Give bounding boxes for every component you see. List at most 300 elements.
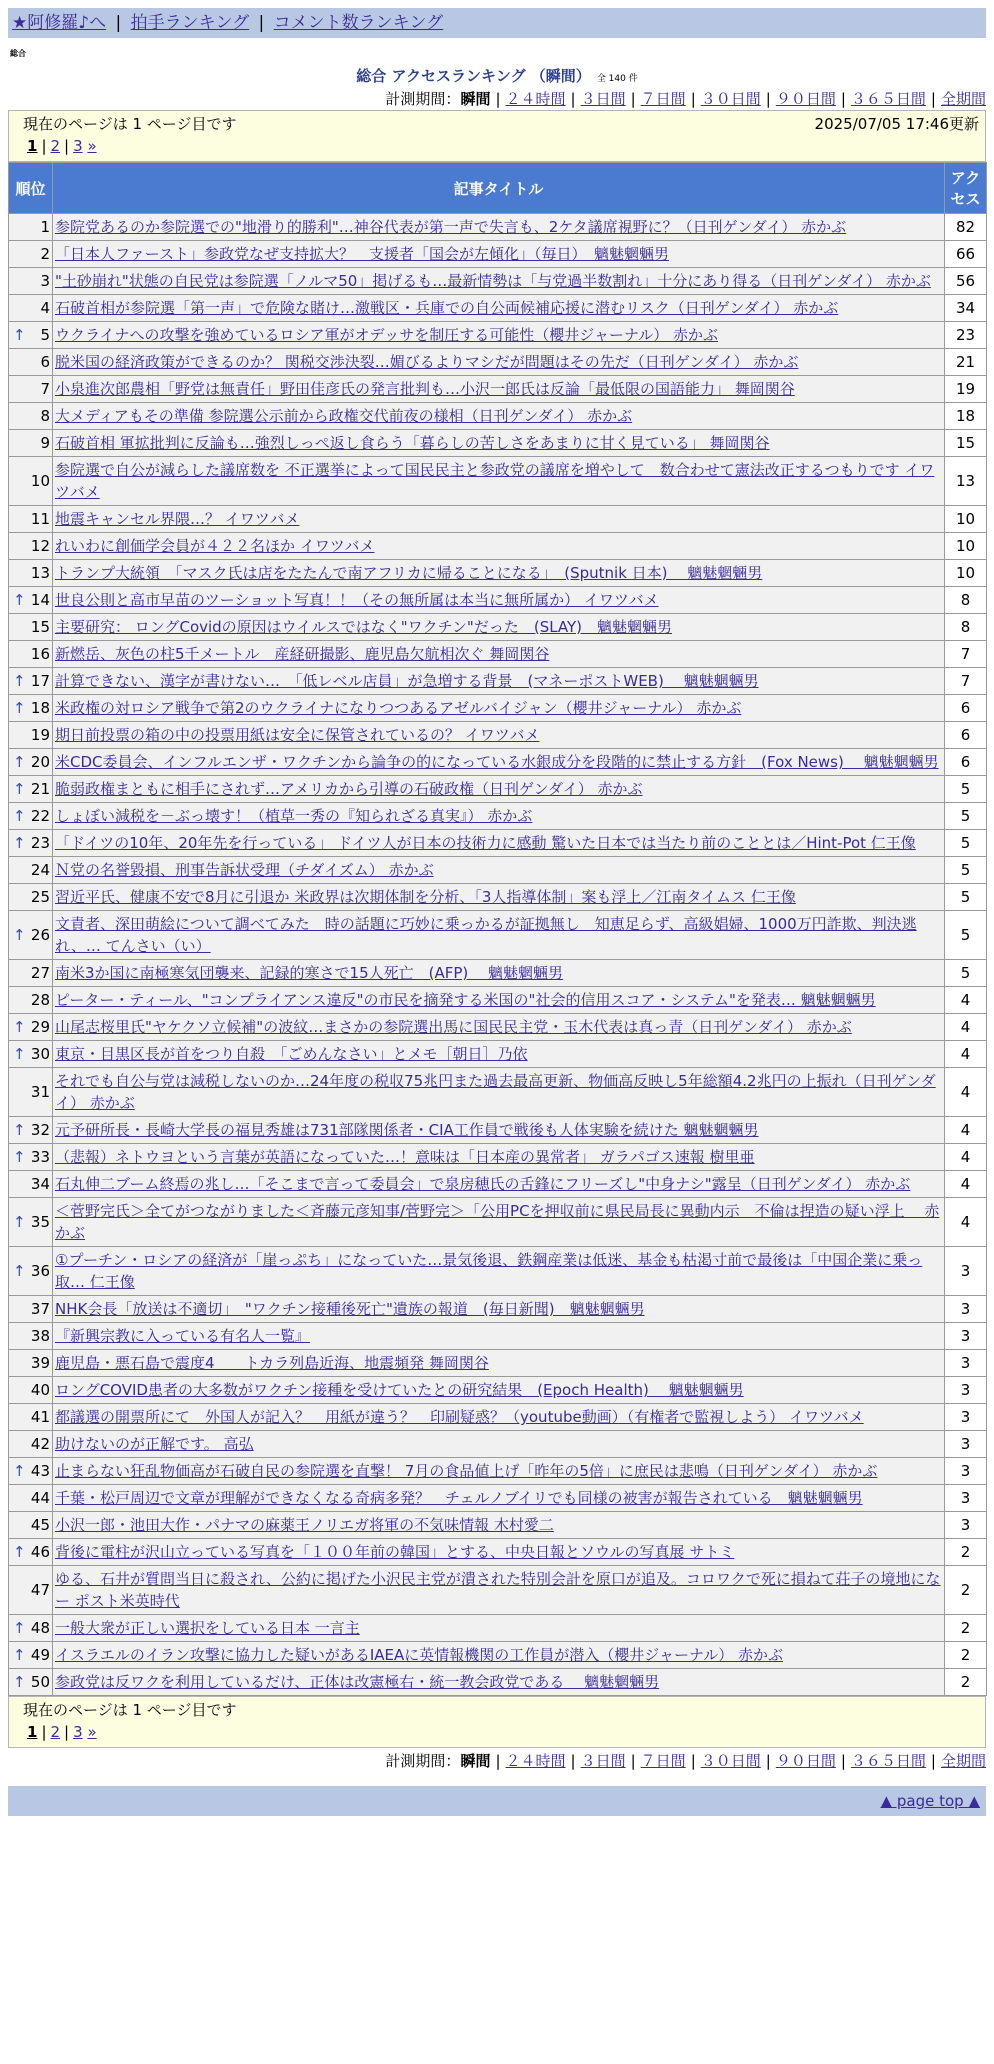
- updated-timestamp: 2025/07/05 17:46更新: [814, 115, 979, 133]
- article-title-link[interactable]: 大メディアもその準備 参院選公示前から政権交代前夜の様相（日刊ゲンダイ） 赤かぶ: [55, 407, 633, 425]
- access-count: 8: [945, 587, 987, 614]
- article-title-link[interactable]: 計算できない、漢字が書けない… 「低レベル店員」が急増する背景 (マネーポストWEB) 魑魅魍魎男: [55, 672, 759, 690]
- table-row: [9, 1431, 987, 1458]
- article-title-link[interactable]: 山尾志桜里氏"ヤケクソ立候補"の波紋…まさかの参院選出馬に国民民主党・玉木代表は真っ青（日刊ゲンダイ） 赤かぶ: [55, 1018, 852, 1036]
- rank-cell: [9, 295, 53, 322]
- period-option-link[interactable]: ９０日間: [775, 90, 836, 108]
- access-count: 66: [945, 241, 987, 268]
- title-cell: [53, 1171, 945, 1198]
- access-count: 2: [945, 1669, 987, 1696]
- period-option-link[interactable]: ３日間: [580, 90, 626, 108]
- access-count: 5: [945, 803, 987, 830]
- article-title-link[interactable]: Ｎ党の名誉毀損、刑事告訴状受理（チダイズム） 赤かぶ: [55, 861, 434, 879]
- rank-number: 2: [40, 245, 50, 263]
- period-option-link[interactable]: 全期間: [940, 90, 986, 108]
- rank-up-arrow-icon: ↑: [13, 699, 26, 717]
- title-cell: [53, 1377, 945, 1404]
- title-cell: [53, 857, 945, 884]
- rank-up-arrow-icon: ↑: [13, 1646, 26, 1664]
- access-count: 23: [945, 322, 987, 349]
- period-separator: |: [840, 90, 846, 108]
- period-selector-top: [8, 88, 986, 110]
- rank-number: 35: [30, 1213, 50, 1231]
- period-separator: |: [930, 90, 936, 108]
- rank-number: 38: [30, 1327, 50, 1345]
- title-cell: [53, 960, 945, 987]
- rank-up-arrow-icon: ↑: [13, 780, 26, 798]
- rank-cell: [9, 1431, 53, 1458]
- header-access: アクセス: [945, 163, 987, 214]
- rank-up-arrow-icon: ↑: [13, 753, 26, 771]
- rank-number: 4: [40, 299, 50, 317]
- rank-cell: [9, 1144, 53, 1171]
- title-cell: [53, 1404, 945, 1431]
- table-row: [9, 376, 987, 403]
- rank-cell: [9, 376, 53, 403]
- title-cell: [53, 668, 945, 695]
- pager-separator: |: [64, 137, 70, 155]
- rank-number: 43: [30, 1462, 50, 1480]
- page-link[interactable]: 3: [73, 137, 83, 155]
- rank-number: 34: [30, 1175, 50, 1193]
- rank-number: 3: [40, 272, 50, 290]
- period-separator: |: [630, 90, 636, 108]
- table-row: [9, 403, 987, 430]
- article-title-link[interactable]: 東京・目黒区長が首をつり自殺 「ごめんなさい」とメモ［朝日］乃依: [55, 1045, 528, 1063]
- article-title-link[interactable]: 石破首相が参院選「第一声」で危険な賭け…激戦区・兵庫での自公両候補応援に潜むリスク（日刊ゲンダイ） 赤かぶ: [55, 299, 839, 317]
- current-page-text: 現在のページは 1 ページ目です: [23, 1701, 237, 1719]
- rank-cell: [9, 749, 53, 776]
- rank-up-arrow-icon: ↑: [13, 591, 26, 609]
- article-title-link[interactable]: 「日本人ファースト」参政党なぜ支持拡大？ 支援者「国会が左傾化」（毎日） 魑魅魍魎男: [55, 245, 669, 263]
- article-title-link[interactable]: 『新興宗教に入っている有名人一覧』: [55, 1327, 311, 1345]
- home-link[interactable]: ★阿修羅♪へ: [12, 13, 107, 33]
- article-title-link[interactable]: 新燃岳、灰色の柱5千メートル 産経研撮影、鹿児島欠航相次ぐ 舞岡関谷: [55, 645, 550, 663]
- table-row: [9, 614, 987, 641]
- title-cell: [53, 1539, 945, 1566]
- period-separator: |: [840, 1752, 846, 1770]
- title-cell: [53, 749, 945, 776]
- access-count: 5: [945, 857, 987, 884]
- article-title-link[interactable]: 参政党は反ワクを利用しているだけ、正体は改憲極右・統一教会政党である 魑魅魍魎男: [55, 1673, 660, 1691]
- rank-cell: [9, 884, 53, 911]
- title-cell: [53, 506, 945, 533]
- period-separator: |: [495, 90, 501, 108]
- rank-number: 14: [30, 591, 50, 609]
- access-count: 2: [945, 1566, 987, 1615]
- article-title-link[interactable]: NHK会長「放送は不適切」 "ワクチン接種後死亡"遺族の報道 (毎日新聞) 魑魅魍魎男: [55, 1300, 645, 1318]
- rank-cell: [9, 430, 53, 457]
- period-separator: |: [930, 1752, 936, 1770]
- article-title-link[interactable]: トランプ大統領 「マスク氏は店をたたんで南アフリカに帰ることになる」 (Sputnik 日本) 魑魅魍魎男: [55, 564, 763, 582]
- title-cell: [53, 295, 945, 322]
- article-title-link[interactable]: 地震キャンセル界隈…？ イワツバメ: [55, 510, 300, 528]
- table-row: [9, 1458, 987, 1485]
- article-title-link[interactable]: 背後に電柱が沢山立っている写真を「１００年前の韓国」とする、中央日報とソウルの写真展 サトミ: [55, 1543, 735, 1561]
- rank-number: 29: [30, 1018, 50, 1036]
- comment-ranking-link[interactable]: コメント数ランキング: [273, 13, 444, 33]
- title-cell: [53, 641, 945, 668]
- rank-number: 23: [30, 834, 50, 852]
- rank-number: 37: [30, 1300, 50, 1318]
- access-count: 4: [945, 1198, 987, 1247]
- rank-number: 27: [30, 964, 50, 982]
- next-page-link[interactable]: »: [87, 1723, 97, 1741]
- access-count: 34: [945, 295, 987, 322]
- title-cell: [53, 1669, 945, 1696]
- period-separator: |: [690, 1752, 696, 1770]
- title-cell: [53, 987, 945, 1014]
- access-count: 56: [945, 268, 987, 295]
- table-row: [9, 587, 987, 614]
- title-cell: [53, 1296, 945, 1323]
- rank-cell: [9, 1296, 53, 1323]
- rank-cell: [9, 911, 53, 960]
- access-count: 3: [945, 1512, 987, 1539]
- period-option-link[interactable]: ２４時間: [505, 90, 566, 108]
- table-row: [9, 430, 987, 457]
- rank-cell: [9, 722, 53, 749]
- rank-number: 13: [30, 564, 50, 582]
- rank-number: 9: [40, 434, 50, 452]
- pager-separator: |: [64, 1723, 70, 1741]
- access-count: 4: [945, 1144, 987, 1171]
- table-row: [9, 987, 987, 1014]
- ranking-table-body: [9, 214, 987, 1696]
- access-count: 82: [945, 214, 987, 241]
- article-title-link[interactable]: ゆる、石井が質問当日に殺され、公約に掲げた小沢民主党が潰された特別会計を原口が追及。コロワクで死に損ねて荘子の境地になー ポスト米英時代: [55, 1570, 941, 1610]
- access-count: 3: [945, 1247, 987, 1296]
- period-separator: |: [495, 1752, 501, 1770]
- article-title-link[interactable]: 参院党あるのか参院選での"地滑り的勝利"…神谷代表が第一声で失言も、2ケタ議席視野に？（日刊ゲンダイ） 赤かぶ: [55, 218, 847, 236]
- period-option-link[interactable]: ３６５日間: [850, 1752, 926, 1770]
- table-row: [9, 241, 987, 268]
- article-title-link[interactable]: 米政権の対ロシア戦争で第2のウクライナになりつつあるアゼルバイジャン（櫻井ジャーナル） 赤かぶ: [55, 699, 742, 717]
- article-title-link[interactable]: 参院選で自公が減らした議席数を 不正選挙によって国民民主と参政党の議席を増やして 数合わせて憲法改正するつもりです イワツバメ: [55, 461, 935, 501]
- rank-number: 46: [30, 1543, 50, 1561]
- article-title-link[interactable]: ①プーチン・ロシアの経済が「崖っぷち」になっていた…景気後退、鉄鋼産業は低迷、基金も枯渇寸前で最後は「中国企業に乗っ取… 仁王像: [55, 1251, 923, 1291]
- rank-number: 12: [30, 537, 50, 555]
- access-count: 8: [945, 614, 987, 641]
- ranking-title: 総合 アクセスランキング （瞬間）: [356, 67, 591, 85]
- pager-links: [27, 135, 979, 157]
- article-title-link[interactable]: 米CDC委員会、インフルエンザ・ワクチンから論争の的になっている水銀成分を段階的に禁止する方針 (Fox News) 魑魅魍魎男: [55, 753, 939, 771]
- rank-cell: [9, 403, 53, 430]
- title-cell: [53, 1350, 945, 1377]
- table-row: [9, 533, 987, 560]
- rank-cell: [9, 1404, 53, 1431]
- total-count: 全 140 件: [596, 74, 638, 84]
- period-separator: |: [765, 1752, 771, 1770]
- rank-cell: [9, 268, 53, 295]
- access-count: 6: [945, 749, 987, 776]
- rank-number: 41: [30, 1408, 50, 1426]
- article-title-link[interactable]: 小沢一郎・池田大作・パナマの麻薬王ノリエガ将軍の不気味情報 木村愛二: [55, 1516, 554, 1534]
- period-option-link[interactable]: ９０日間: [775, 1752, 836, 1770]
- title-cell: [53, 457, 945, 506]
- period-option-link[interactable]: ３０日間: [700, 1752, 761, 1770]
- rank-cell: [9, 457, 53, 506]
- rank-cell: [9, 1014, 53, 1041]
- page-link[interactable]: 3: [73, 1723, 83, 1741]
- access-count: 4: [945, 1041, 987, 1068]
- rank-number: 50: [30, 1673, 50, 1691]
- period-separator: |: [570, 90, 576, 108]
- table-row: [9, 1144, 987, 1171]
- access-count: 5: [945, 884, 987, 911]
- rank-cell: [9, 1350, 53, 1377]
- table-row: [9, 506, 987, 533]
- article-title-link[interactable]: それでも自公与党は減税しないのか…24年度の税収75兆円また過去最高更新、物価高反映し5年総額4.2兆円の上振れ（日刊ゲンダイ） 赤かぶ: [55, 1072, 936, 1112]
- rank-number: 26: [30, 926, 50, 944]
- period-option-link[interactable]: ２４時間: [505, 1752, 566, 1770]
- nav-separator: |: [115, 13, 122, 33]
- rank-number: 11: [30, 510, 50, 528]
- table-row: [9, 1404, 987, 1431]
- table-row: [9, 1117, 987, 1144]
- table-row: [9, 830, 987, 857]
- table-row: [9, 295, 987, 322]
- table-row: [9, 803, 987, 830]
- rank-number: 39: [30, 1354, 50, 1372]
- article-title-link[interactable]: ピーター・ティール、"コンプライアンス違反"の市民を摘発する米国の"社会的信用スコア・システム"を発表… 魑魅魍魎男: [55, 991, 876, 1009]
- article-title-link[interactable]: 都議選の開票所にて 外国人が記入？ 用紙が違う？ 印刷疑惑？（youtube動画）（有権者で監視しよう） イワツバメ: [55, 1408, 864, 1426]
- table-row: [9, 349, 987, 376]
- title-cell: [53, 1144, 945, 1171]
- table-header-row: [9, 163, 987, 214]
- rank-cell: [9, 560, 53, 587]
- table-row: [9, 268, 987, 295]
- title-cell: [53, 587, 945, 614]
- rank-cell: [9, 776, 53, 803]
- table-row: [9, 1014, 987, 1041]
- title-cell: [53, 1566, 945, 1615]
- pager-links: [27, 1721, 979, 1743]
- title-cell: [53, 1014, 945, 1041]
- pager-separator: |: [41, 1723, 47, 1741]
- article-title-link[interactable]: 元予研所長・長崎大学長の福見秀雄は731部隊関係者・CIA工作員で戦後も人体実験を続けた 魑魅魍魎男: [55, 1121, 759, 1139]
- applause-ranking-link[interactable]: 拍手ランキング: [130, 13, 250, 33]
- title-cell: [53, 376, 945, 403]
- article-title-link[interactable]: （悲報）ネトウヨという言葉が英語になっていた…！意味は「日本産の異常者」 ガラパゴス速報 樹里亜: [55, 1148, 755, 1166]
- page-top-link[interactable]: ▲ page top ▲: [880, 1792, 980, 1810]
- article-title-link[interactable]: 石丸伸二ブーム終焉の兆し…「そこまで言って委員会」で泉房穂氏の舌鋒にフリーズし"中身ナシ"露呈（日刊ゲンダイ） 赤かぶ: [55, 1175, 911, 1193]
- article-title-link[interactable]: 鹿児島・悪石島で震度4 トカラ列島近海、地震頻発 舞岡関谷: [55, 1354, 489, 1372]
- table-row: [9, 1247, 987, 1296]
- access-count: 3: [945, 1296, 987, 1323]
- table-row: [9, 1539, 987, 1566]
- rank-number: 45: [30, 1516, 50, 1534]
- rank-number: 6: [40, 353, 50, 371]
- rank-cell: [9, 349, 53, 376]
- rank-cell: [9, 1117, 53, 1144]
- period-separator: |: [630, 1752, 636, 1770]
- rank-up-arrow-icon: ↑: [13, 1213, 26, 1231]
- rank-cell: [9, 1539, 53, 1566]
- period-selector-bottom: [8, 1750, 986, 1772]
- access-count: 19: [945, 376, 987, 403]
- rank-number: 24: [30, 861, 50, 879]
- page-wrapper: [8, 8, 986, 1816]
- article-title-link[interactable]: 期日前投票の箱の中の投票用紙は安全に保管されているの？ イワツバメ: [55, 726, 540, 744]
- rank-number: 42: [30, 1435, 50, 1453]
- rank-cell: [9, 641, 53, 668]
- period-separator: |: [570, 1752, 576, 1770]
- article-title-link[interactable]: れいわに創価学会員が４２２名ほか イワツバメ: [55, 537, 375, 555]
- access-count: 4: [945, 1171, 987, 1198]
- title-cell: [53, 722, 945, 749]
- rank-cell: [9, 695, 53, 722]
- rank-number: 33: [30, 1148, 50, 1166]
- rank-up-arrow-icon: ↑: [13, 926, 26, 944]
- table-row: [9, 1566, 987, 1615]
- article-title-link[interactable]: 脆弱政権まともに相手にされず…アメリカから引導の石破政権（日刊ゲンダイ） 赤かぶ: [55, 780, 643, 798]
- article-title-link[interactable]: ロングCOVID患者の大多数がワクチン接種を受けていたとの研究結果 (Epoch Health) 魑魅魍魎男: [55, 1381, 744, 1399]
- title-cell: [53, 1431, 945, 1458]
- page-link[interactable]: 2: [50, 137, 61, 155]
- title-cell: [53, 214, 945, 241]
- period-option-link[interactable]: 全期間: [940, 1752, 986, 1770]
- table-row: [9, 1323, 987, 1350]
- header-rank: 順位: [9, 163, 53, 214]
- access-count: 3: [945, 1377, 987, 1404]
- title-cell: [53, 1458, 945, 1485]
- article-title-link[interactable]: 止まらない狂乱物価高が石破自民の参院選を直撃！ 7月の食品値上げ「昨年の5倍」に庶民は悲鳴（日刊ゲンダイ） 赤かぶ: [55, 1462, 878, 1480]
- rank-cell: [9, 857, 53, 884]
- rank-number: 31: [30, 1083, 50, 1101]
- rank-cell: [9, 1171, 53, 1198]
- period-label: 計測期間：: [385, 90, 461, 108]
- article-title-link[interactable]: ＜菅野完氏＞全てがつながりました＜斉藤元彦知事/菅野完＞「公用PCを押収前に県民局長に異動内示 不倫は捏造の疑い浮上 赤かぶ: [55, 1202, 940, 1242]
- rank-number: 1: [40, 218, 50, 236]
- article-title-link[interactable]: しょぼい減税を－ぶっ壊す！（植草一秀の『知られざる真実』） 赤かぶ: [55, 807, 533, 825]
- period-option-link[interactable]: ３０日間: [700, 90, 761, 108]
- title-cell: [53, 349, 945, 376]
- rank-number: 21: [30, 780, 50, 798]
- table-row: [9, 1041, 987, 1068]
- rank-number: 16: [30, 645, 50, 663]
- article-title-link[interactable]: ウクライナへの攻撃を強めているロシア軍がオデッサを制圧する可能性（櫻井ジャーナル） 赤かぶ: [55, 326, 718, 344]
- article-title-link[interactable]: "土砂崩れ"状態の自民党は参院選「ノルマ50」掲げるも…最新情勢は「与党過半数割れ」十分にあり得る（日刊ゲンダイ） 赤かぶ: [55, 272, 931, 290]
- category-label: 総合: [10, 49, 26, 58]
- rank-cell: [9, 830, 53, 857]
- article-title-link[interactable]: 南米3か国に南極寒気団襲来、記録的寒さで15人死亡 (AFP) 魑魅魍魎男: [55, 964, 564, 982]
- rank-cell: [9, 1323, 53, 1350]
- access-count: 6: [945, 695, 987, 722]
- rank-cell: [9, 322, 53, 349]
- article-title-link[interactable]: 習近平氏、健康不安で8月に引退か 米政界は次期体制を分析、「3人指導体制」案も浮上／江南タイムス 仁王像: [55, 888, 796, 906]
- access-count: 5: [945, 911, 987, 960]
- period-option-link[interactable]: ７日間: [640, 90, 686, 108]
- table-row: [9, 1485, 987, 1512]
- article-title-link[interactable]: 世良公則と高市早苗のツーショット写真！！（その無所属は本当に無所属か） イワツバメ: [55, 591, 659, 609]
- rank-up-arrow-icon: ↑: [13, 1543, 26, 1561]
- title-cell: [53, 695, 945, 722]
- period-option-link[interactable]: ７日間: [640, 1752, 686, 1770]
- title-cell: [53, 322, 945, 349]
- access-count: 7: [945, 668, 987, 695]
- rank-up-arrow-icon: ↑: [13, 326, 26, 344]
- rank-up-arrow-icon: ↑: [13, 672, 26, 690]
- rank-cell: [9, 1198, 53, 1247]
- next-page-link[interactable]: »: [87, 137, 97, 155]
- rank-number: 10: [30, 472, 50, 490]
- period-option-link[interactable]: ３日間: [580, 1752, 626, 1770]
- period-current: 瞬間: [460, 1752, 491, 1770]
- access-count: 4: [945, 1117, 987, 1144]
- article-title-link[interactable]: 脱米国の経済政策ができるのか？ 関税交渉決裂…媚びるよりマシだが問題はその先だ（日刊ゲンダイ） 赤かぶ: [55, 353, 799, 371]
- table-row: [9, 776, 987, 803]
- bottom-bar: [8, 1786, 986, 1816]
- rank-cell: [9, 1485, 53, 1512]
- rank-number: 25: [30, 888, 50, 906]
- rank-up-arrow-icon: ↑: [13, 1262, 26, 1280]
- access-count: 5: [945, 960, 987, 987]
- article-title-link[interactable]: 文責者、深田萌絵について調べてみた 時の話題に巧妙に乗っかるが証拠無し 知恵足らず、高級娼婦、1000万円詐欺、判決逃れ、… てんさい（い）: [55, 915, 917, 955]
- table-row: [9, 884, 987, 911]
- access-count: 2: [945, 1615, 987, 1642]
- rank-cell: [9, 587, 53, 614]
- title-cell: [53, 1198, 945, 1247]
- article-title-link[interactable]: 助けないのが正解です。 高弘: [55, 1435, 254, 1453]
- ranking-table: [8, 162, 987, 1696]
- rank-cell: [9, 1377, 53, 1404]
- table-row: [9, 749, 987, 776]
- access-count: 10: [945, 560, 987, 587]
- table-row: [9, 560, 987, 587]
- page-link[interactable]: 2: [50, 1723, 61, 1741]
- rank-cell: [9, 214, 53, 241]
- access-count: 10: [945, 533, 987, 560]
- table-row: [9, 722, 987, 749]
- rank-number: 47: [30, 1581, 50, 1599]
- rank-number: 49: [30, 1646, 50, 1664]
- title-cell: [53, 803, 945, 830]
- page-title: [8, 65, 986, 86]
- rank-number: 17: [30, 672, 50, 690]
- rank-number: 44: [30, 1489, 50, 1507]
- title-cell: [53, 1512, 945, 1539]
- access-count: 5: [945, 830, 987, 857]
- rank-cell: [9, 614, 53, 641]
- rank-cell: [9, 987, 53, 1014]
- rank-up-arrow-icon: ↑: [13, 1148, 26, 1166]
- table-row: [9, 1512, 987, 1539]
- article-title-link[interactable]: 石破首相 軍拡批判に反論も…強烈しっぺ返し食らう「暮らしの苦しさをあまりに甘く見ている」 舞岡関谷: [55, 434, 770, 452]
- article-title-link[interactable]: イスラエルのイラン攻撃に協力した疑いがあるIAEAに英情報機関の工作員が潜入（櫻井ジャーナル） 赤かぶ: [55, 1646, 783, 1664]
- access-count: 3: [945, 1404, 987, 1431]
- article-title-link[interactable]: 千葉・松戸周辺で文章が理解ができなくなる奇病多発？ チェルノブイリでも同様の被害が報告されている 魑魅魍魎男: [55, 1489, 863, 1507]
- current-page-number: 1: [27, 137, 38, 155]
- period-option-link[interactable]: ３６５日間: [850, 90, 926, 108]
- rank-number: 19: [30, 726, 50, 744]
- article-title-link[interactable]: 一般大衆が正しい選択をしている日本 一言主: [55, 1619, 360, 1637]
- current-page-text: 現在のページは 1 ページ目です: [23, 115, 237, 133]
- article-title-link[interactable]: 主要研究： ロングCovidの原因はウイルスではなく"ワクチン"だった (SLAY) 魑魅魍魎男: [55, 618, 673, 636]
- title-cell: [53, 884, 945, 911]
- table-row: [9, 1350, 987, 1377]
- article-title-link[interactable]: 「ドイツの10年、20年先を行っている」 ドイツ人が日本の技術力に感動 驚いた日本では当たり前のこととは／Hint-Pot 仁王像: [55, 834, 916, 852]
- rank-cell: [9, 1458, 53, 1485]
- access-count: 13: [945, 457, 987, 506]
- title-cell: [53, 1247, 945, 1296]
- rank-up-arrow-icon: ↑: [13, 1673, 26, 1691]
- access-count: 21: [945, 349, 987, 376]
- title-cell: [53, 1642, 945, 1669]
- article-title-link[interactable]: 小泉進次郎農相「野党は無責任」野田佳彦氏の発言批判も…小沢一郎氏は反論「最低限の国語能力」 舞岡関谷: [55, 380, 795, 398]
- rank-up-arrow-icon: ↑: [13, 1045, 26, 1063]
- rank-up-arrow-icon: ↑: [13, 1619, 26, 1637]
